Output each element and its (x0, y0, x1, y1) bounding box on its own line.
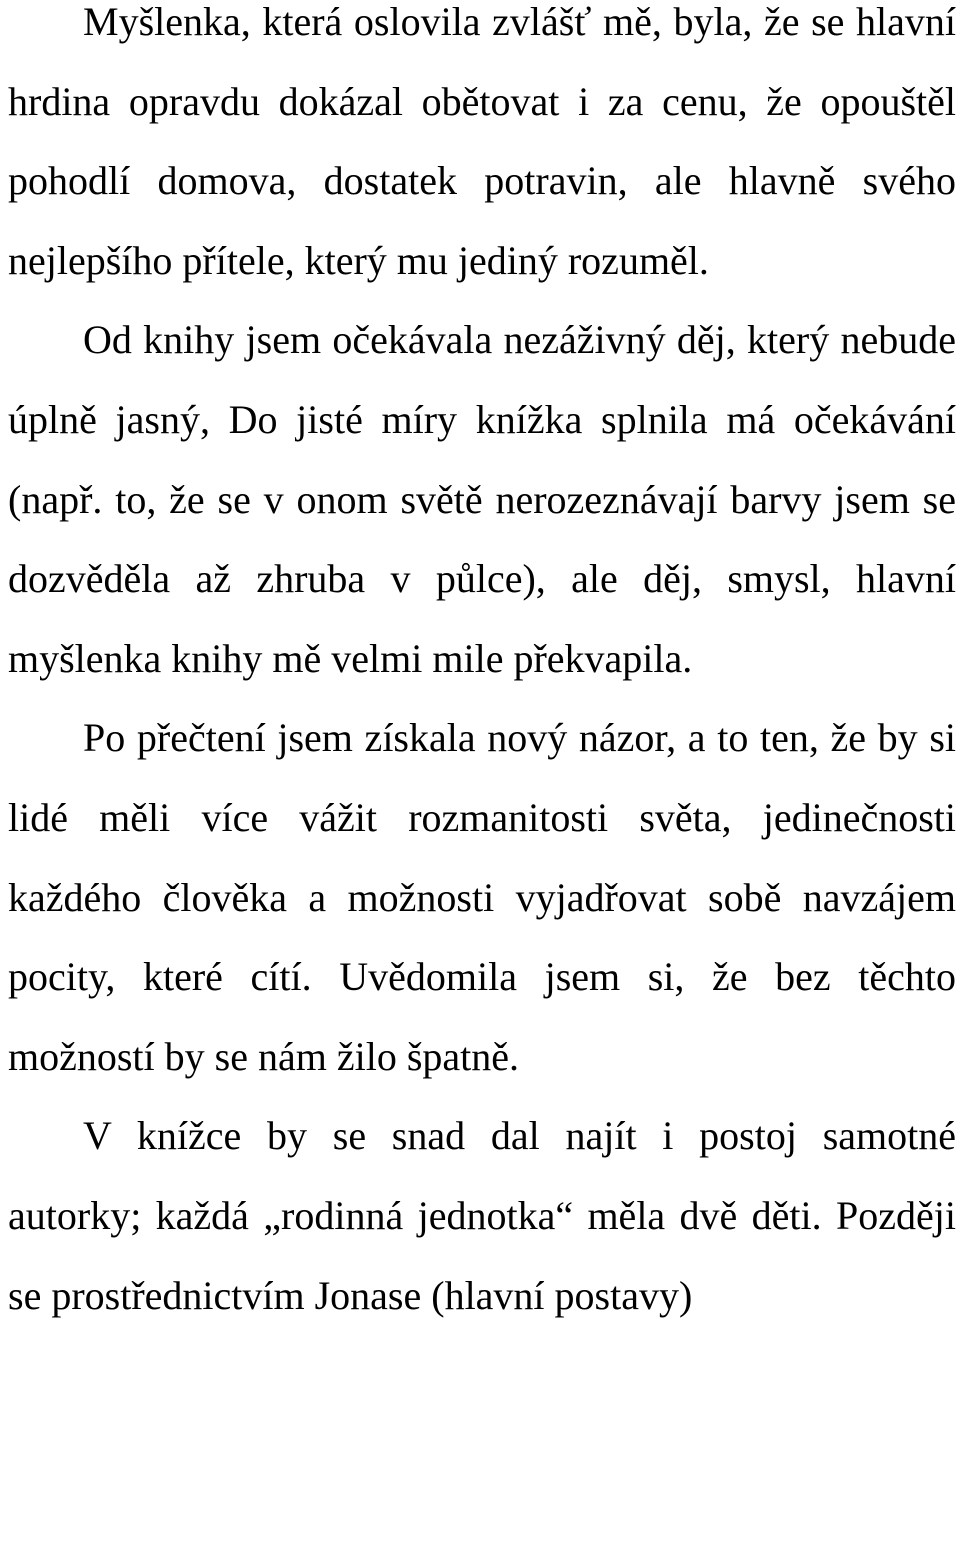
paragraph-3: Po přečtení jsem získala nový názor, a to ten, že by si lidé měli více vážit rozmanitosti světa, jedinečnosti každého člověka a možnosti vyjadřovat sobě navzájem pocity, které cítí. Uvědomila jsem si, že bez těchto možností by se nám žilo špatně. (8, 715, 956, 1079)
paragraph-1: Myšlenka, která oslovila zvlášť mě, byla, že se hlavní hrdina opravdu dokázal obětovat i za cenu, že opouštěl pohodlí domova, dostatek potravin, ale hlavně svého nejlepšího přítele, který mu jediný rozuměl. (8, 0, 956, 283)
paragraph-4: V knížce by se snad dal najít i postoj samotné autorky; každá „rodinná jednotka“ měla dvě děti. Později se prostřednictvím Jonase (hlavní postavy) (8, 1113, 956, 1318)
document-body (8, 0, 956, 1335)
paragraph-2: Od knihy jsem očekávala nezáživný děj, který nebude úplně jasný, Do jisté míry knížka splnila má očekávání (např. to, že se v onom světě nerozeznávají barvy jsem se dozvěděla až zhruba v půlce), ale děj, smysl, hlavní myšlenka knihy mě velmi mile překvapila. (8, 317, 956, 681)
